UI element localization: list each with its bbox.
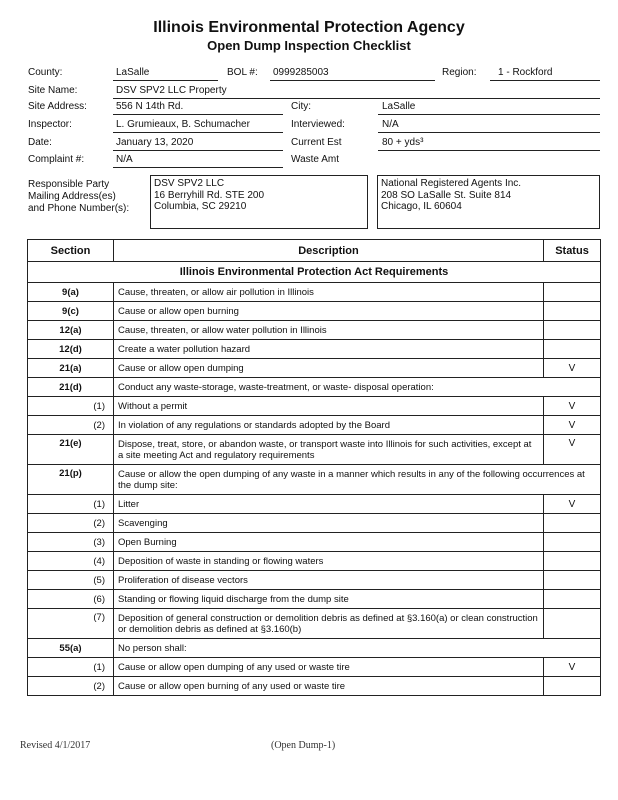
row-section: 12(d) <box>28 340 114 359</box>
row-section: (1) <box>28 397 114 416</box>
site-address-underline <box>113 114 283 115</box>
city-underline <box>378 114 600 115</box>
county-label: County: <box>28 67 63 78</box>
rp-label-3: and Phone Number(s): <box>28 203 130 214</box>
row-section: (2) <box>28 514 114 533</box>
table-row <box>28 552 601 571</box>
interviewed-underline <box>378 132 600 133</box>
row-status: V <box>544 359 601 378</box>
table-row <box>28 609 601 639</box>
row-status <box>544 283 601 302</box>
county-value: LaSalle <box>116 67 150 78</box>
date-underline <box>113 150 283 151</box>
row-section: (5) <box>28 571 114 590</box>
row-description: Scavenging <box>114 514 544 533</box>
row-description: Cause, threaten, or allow water pollution in Illinois <box>114 321 544 340</box>
interviewed-label: Interviewed: <box>291 119 345 130</box>
row-section: 21(e) <box>28 435 114 465</box>
table-row <box>28 416 601 435</box>
row-description: Deposition of general construction or demolition debris as defined at §3.160(a) or clean construction or demolition debris as defined at §3.160(b) <box>114 609 544 639</box>
row-section: 21(d) <box>28 378 114 397</box>
waste-amt-label: Waste Amt <box>291 154 339 165</box>
region-value: 1 - Rockford <box>498 67 553 78</box>
revised-date: Revised 4/1/2017 <box>20 740 91 751</box>
rp2-line2: 208 SO LaSalle St. Suite 814 <box>381 189 512 201</box>
city-value: LaSalle <box>382 101 416 112</box>
table-row <box>28 465 601 495</box>
col-header-description: Description <box>114 240 544 262</box>
inspector-value: L. Grumieaux, B. Schumacher <box>116 119 250 130</box>
table-row <box>28 378 601 397</box>
row-section: (7) <box>28 609 114 639</box>
row-description: Without a permit <box>114 397 544 416</box>
table-row <box>28 302 601 321</box>
table-row <box>28 397 601 416</box>
section-band-row <box>28 262 601 283</box>
row-section: (1) <box>28 495 114 514</box>
row-description: Cause or allow the open dumping of any waste in a manner which results in any of the following occurrences at the dump site: <box>114 465 601 495</box>
site-address-label: Site Address: <box>28 101 87 112</box>
table-row <box>28 590 601 609</box>
current-est-underline <box>378 150 600 151</box>
interviewed-value: N/A <box>382 119 399 130</box>
row-description: Open Burning <box>114 533 544 552</box>
row-description: Litter <box>114 495 544 514</box>
row-description: Cause, threaten, or allow air pollution in Illinois <box>114 283 544 302</box>
row-description: Standing or flowing liquid discharge from the dump site <box>114 590 544 609</box>
row-section: (2) <box>28 677 114 696</box>
date-label: Date: <box>28 137 52 148</box>
row-section: 9(c) <box>28 302 114 321</box>
row-section: (1) <box>28 658 114 677</box>
row-description: Cause or allow open burning of any used or waste tire <box>114 677 544 696</box>
row-status <box>544 302 601 321</box>
section-band-title: Illinois Environmental Protection Act Requirements <box>28 262 601 283</box>
row-section: 55(a) <box>28 639 114 658</box>
table-header-row <box>28 240 601 262</box>
row-section: 9(a) <box>28 283 114 302</box>
row-status <box>544 590 601 609</box>
row-status: V <box>544 658 601 677</box>
col-header-status: Status <box>544 240 601 262</box>
site-name-underline <box>113 98 600 99</box>
rp2-line1: National Registered Agents Inc. <box>381 178 522 189</box>
row-description: Cause or allow open dumping of any used or waste tire <box>114 658 544 677</box>
table-row <box>28 658 601 677</box>
rp1-line2: 16 Berryhill Rd. STE 200 <box>154 189 265 201</box>
site-address-value: 556 N 14th Rd. <box>116 101 184 112</box>
row-status <box>544 571 601 590</box>
complaint-value: N/A <box>116 154 133 165</box>
responsible-party-box-1 <box>150 175 368 229</box>
row-description: Conduct any waste-storage, waste-treatment, or waste- disposal operation: <box>114 378 601 397</box>
rp1-line3: Columbia, SC 29210 <box>154 201 247 212</box>
region-label: Region: <box>442 67 477 78</box>
row-section: (6) <box>28 590 114 609</box>
table-row <box>28 283 601 302</box>
row-description: Create a water pollution hazard <box>114 340 544 359</box>
form-title: Open Dump Inspection Checklist <box>207 38 411 53</box>
table-row <box>28 435 601 465</box>
row-status <box>544 677 601 696</box>
row-description: Deposition of waste in standing or flowing waters <box>114 552 544 571</box>
date-value: January 13, 2020 <box>116 137 194 148</box>
row-status <box>544 514 601 533</box>
table-row <box>28 495 601 514</box>
bol-label: BOL #: <box>227 67 258 78</box>
rp-label-2: Mailing Address(es) <box>28 191 116 202</box>
row-status <box>544 552 601 571</box>
row-section: 21(p) <box>28 465 114 495</box>
row-description: Dispose, treat, store, or abandon waste, or transport waste into Illinois for such activities, except at a site meeting Act and regulatory requirements <box>114 435 544 465</box>
row-description: Proliferation of disease vectors <box>114 571 544 590</box>
row-status <box>544 321 601 340</box>
row-section: 12(a) <box>28 321 114 340</box>
row-description: Cause or allow open burning <box>114 302 544 321</box>
row-section: (4) <box>28 552 114 571</box>
table-row <box>28 677 601 696</box>
table-row <box>28 321 601 340</box>
current-est-value: 80 + yds³ <box>382 137 424 148</box>
row-status: V <box>544 495 601 514</box>
region-underline <box>490 80 600 81</box>
row-section: 21(a) <box>28 359 114 378</box>
row-status: V <box>544 416 601 435</box>
page-label: (Open Dump-1) <box>271 740 336 751</box>
complaint-label: Complaint #: <box>28 154 85 165</box>
current-est-label: Current Est <box>291 137 342 148</box>
rp2-line3: Chicago, IL 60604 <box>381 201 462 212</box>
row-description: In violation of any regulations or standards adopted by the Board <box>114 416 544 435</box>
inspector-label: Inspector: <box>28 119 72 130</box>
table-row <box>28 571 601 590</box>
table-row <box>28 514 601 533</box>
table-row <box>28 359 601 378</box>
table-row <box>28 639 601 658</box>
bol-value: 0999285003 <box>273 67 329 78</box>
row-status <box>544 609 601 639</box>
row-status: V <box>544 397 601 416</box>
rp-label-1: Responsible Party <box>28 179 110 190</box>
site-name-value: DSV SPV2 LLC Property <box>116 85 227 96</box>
responsible-party-box-2 <box>377 175 600 229</box>
county-underline <box>113 80 218 81</box>
complaint-underline <box>113 167 283 168</box>
row-description: No person shall: <box>114 639 601 658</box>
checklist-table <box>27 239 601 696</box>
row-description: Cause or allow open dumping <box>114 359 544 378</box>
row-status <box>544 533 601 552</box>
row-status <box>544 340 601 359</box>
row-status: V <box>544 435 601 465</box>
inspector-underline <box>113 132 283 133</box>
rp1-line1: DSV SPV2 LLC <box>154 178 225 189</box>
row-section: (3) <box>28 533 114 552</box>
site-name-label: Site Name: <box>28 85 78 96</box>
col-header-section: Section <box>28 240 114 262</box>
city-label: City: <box>291 101 311 112</box>
agency-title: Illinois Environmental Protection Agency <box>153 19 465 36</box>
bol-underline <box>270 80 435 81</box>
row-section: (2) <box>28 416 114 435</box>
table-row <box>28 340 601 359</box>
table-row <box>28 533 601 552</box>
